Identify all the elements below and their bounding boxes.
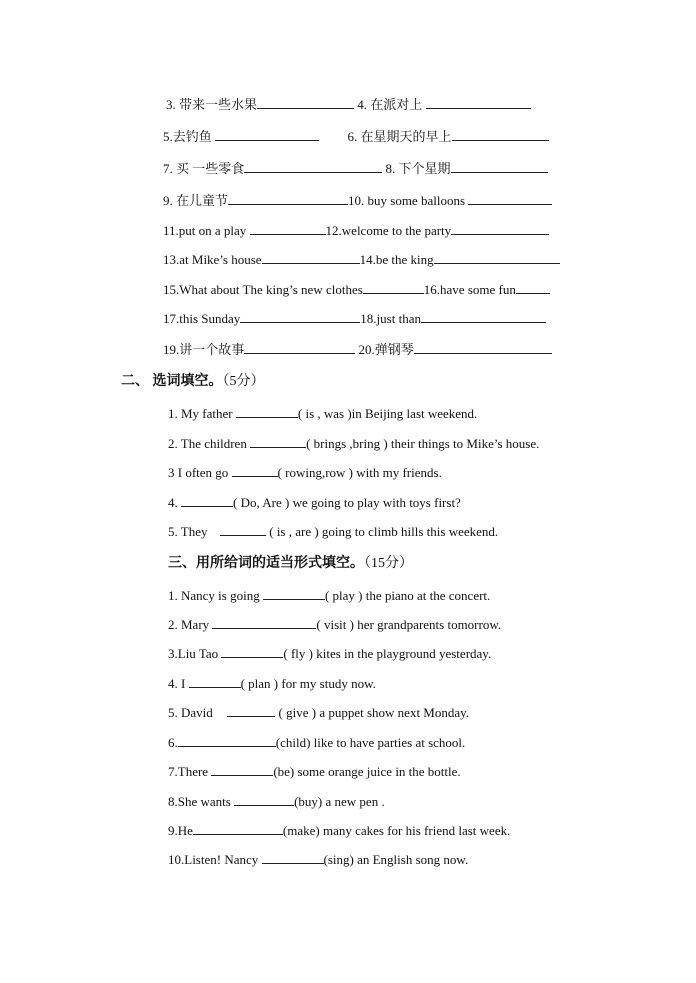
section-points: （5分）	[222, 374, 265, 389]
answer-blank[interactable]	[250, 222, 326, 235]
answer-blank[interactable]	[468, 192, 552, 205]
question-text: ( rowing,row ) with my friends.	[277, 465, 442, 480]
phrase-row	[163, 281, 550, 299]
answer-blank[interactable]	[240, 310, 360, 323]
answer-blank[interactable]	[451, 160, 548, 173]
question-text: 5. David	[168, 705, 213, 720]
phrase-label: 13.at Mike’s house	[163, 252, 262, 267]
question-row	[168, 587, 490, 605]
question-row	[168, 675, 376, 693]
answer-blank[interactable]	[236, 405, 298, 418]
answer-blank[interactable]	[434, 251, 560, 264]
question-text: ( fly ) kites in the playground yesterday.	[283, 646, 492, 661]
answer-blank[interactable]	[250, 435, 306, 448]
phrase-row	[163, 222, 549, 240]
answer-blank[interactable]	[257, 96, 354, 109]
question-row	[168, 616, 501, 634]
answer-blank[interactable]	[234, 793, 294, 806]
question-text: 9.He	[168, 823, 193, 838]
phrase-label: 12.welcome to the party	[325, 223, 452, 238]
question-row	[168, 405, 477, 423]
phrase-label: 19.讲一个故事	[163, 342, 245, 357]
answer-blank[interactable]	[262, 851, 324, 864]
question-text: 7.There	[168, 764, 209, 779]
answer-blank[interactable]	[212, 616, 316, 629]
answer-blank[interactable]	[516, 281, 550, 294]
question-text: ( visit ) her grandparents tomorrow.	[316, 617, 502, 632]
question-row	[168, 704, 469, 722]
phrase-label: 11.put on a play	[163, 223, 247, 238]
question-text: ( is , are ) going to climb hills this weekend.	[269, 524, 499, 539]
phrase-row	[163, 310, 546, 328]
answer-blank[interactable]	[414, 341, 552, 354]
question-row	[168, 523, 498, 541]
phrase-label: 17.this Sunday	[163, 311, 241, 326]
question-text: 1. Nancy is going	[168, 588, 260, 603]
answer-blank[interactable]	[211, 763, 273, 776]
question-text: 1. My father	[168, 406, 233, 421]
question-text: 3 I often go	[168, 465, 229, 480]
phrase-label: 16.have some fun	[423, 282, 516, 297]
phrase-label: 18.just than	[360, 311, 421, 326]
answer-blank[interactable]	[426, 96, 531, 109]
section-2-heading	[121, 373, 265, 391]
answer-blank[interactable]	[227, 704, 275, 717]
answer-blank[interactable]	[451, 222, 549, 235]
question-text: 4. I	[168, 676, 186, 691]
phrase-row	[163, 341, 552, 359]
phrase-label: 4. 在派对上	[357, 97, 423, 112]
question-text: (be) some orange juice in the bottle.	[273, 764, 461, 779]
question-text: 5. They	[168, 524, 208, 539]
question-text: (child) like to have parties at school.	[275, 735, 466, 750]
question-text: 8.She wants	[168, 794, 231, 809]
answer-blank[interactable]	[244, 160, 382, 173]
question-row	[168, 464, 442, 482]
question-text: (sing) an English song now.	[323, 852, 469, 867]
question-row	[168, 793, 385, 811]
question-row	[168, 734, 465, 752]
phrase-label: 20.弹钢琴	[358, 342, 414, 357]
phrase-row	[163, 128, 549, 146]
question-text: 2. The children	[168, 436, 247, 451]
question-row	[168, 435, 539, 453]
phrase-label: 15.What about The king’s new clothes	[163, 282, 363, 297]
phrase-row	[163, 251, 560, 269]
answer-blank[interactable]	[178, 734, 276, 747]
question-text: (buy) a new pen .	[294, 794, 385, 809]
answer-blank[interactable]	[221, 645, 283, 658]
question-text: ( is , was )in Beijing last weekend.	[297, 406, 478, 421]
question-row	[168, 851, 468, 869]
answer-blank[interactable]	[232, 464, 278, 477]
phrase-label: 6. 在星期天的早上	[347, 129, 452, 144]
answer-blank[interactable]	[263, 587, 325, 600]
answer-blank[interactable]	[215, 128, 319, 141]
phrase-row	[163, 192, 552, 210]
section-points: （15分）	[364, 556, 413, 571]
answer-blank[interactable]	[452, 128, 549, 141]
question-row	[168, 494, 461, 512]
question-text: ( give ) a puppet show next Monday.	[278, 705, 470, 720]
question-row	[168, 763, 461, 781]
phrase-label: 9. 在儿童节	[163, 193, 229, 208]
phrase-label: 5.去钓鱼	[163, 129, 212, 144]
answer-blank[interactable]	[228, 192, 348, 205]
answer-blank[interactable]	[421, 310, 546, 323]
phrase-label: 14.be the king	[359, 252, 434, 267]
question-text: (make) many cakes for his friend last week.	[282, 823, 511, 838]
question-text: ( plan ) for my study now.	[240, 676, 376, 691]
answer-blank[interactable]	[193, 822, 283, 835]
answer-blank[interactable]	[181, 494, 233, 507]
question-text: ( brings ,bring ) their things to Mike’s house.	[306, 436, 540, 451]
answer-blank[interactable]	[244, 341, 355, 354]
answer-blank[interactable]	[220, 523, 266, 536]
phrase-label: 8. 下个星期	[385, 161, 451, 176]
question-text: 2. Mary	[168, 617, 210, 632]
section-title: 二、 选词填空。	[121, 374, 223, 389]
section-3-heading	[168, 555, 413, 573]
question-text: ( play ) the piano at the concert.	[324, 588, 491, 603]
question-text: 10.Listen! Nancy	[168, 852, 259, 867]
question-text: ( Do, Are ) we going to play with toys first?	[233, 495, 461, 510]
phrase-label: 10. buy some balloons	[348, 193, 466, 208]
phrase-row	[163, 160, 548, 178]
question-row	[168, 822, 510, 840]
question-text: 3.Liu Tao	[168, 646, 219, 661]
question-row	[168, 645, 491, 663]
phrase-row	[166, 96, 531, 114]
answer-blank[interactable]	[363, 281, 424, 294]
question-text: 6.	[168, 735, 178, 750]
phrase-label: 3. 带来一些水果	[166, 97, 258, 112]
phrase-label: 7. 买 一些零食	[163, 161, 245, 176]
answer-blank[interactable]	[189, 675, 241, 688]
answer-blank[interactable]	[262, 251, 360, 264]
question-text: 4.	[168, 495, 178, 510]
section-title: 三、用所给词的适当形式填空。	[168, 556, 364, 571]
